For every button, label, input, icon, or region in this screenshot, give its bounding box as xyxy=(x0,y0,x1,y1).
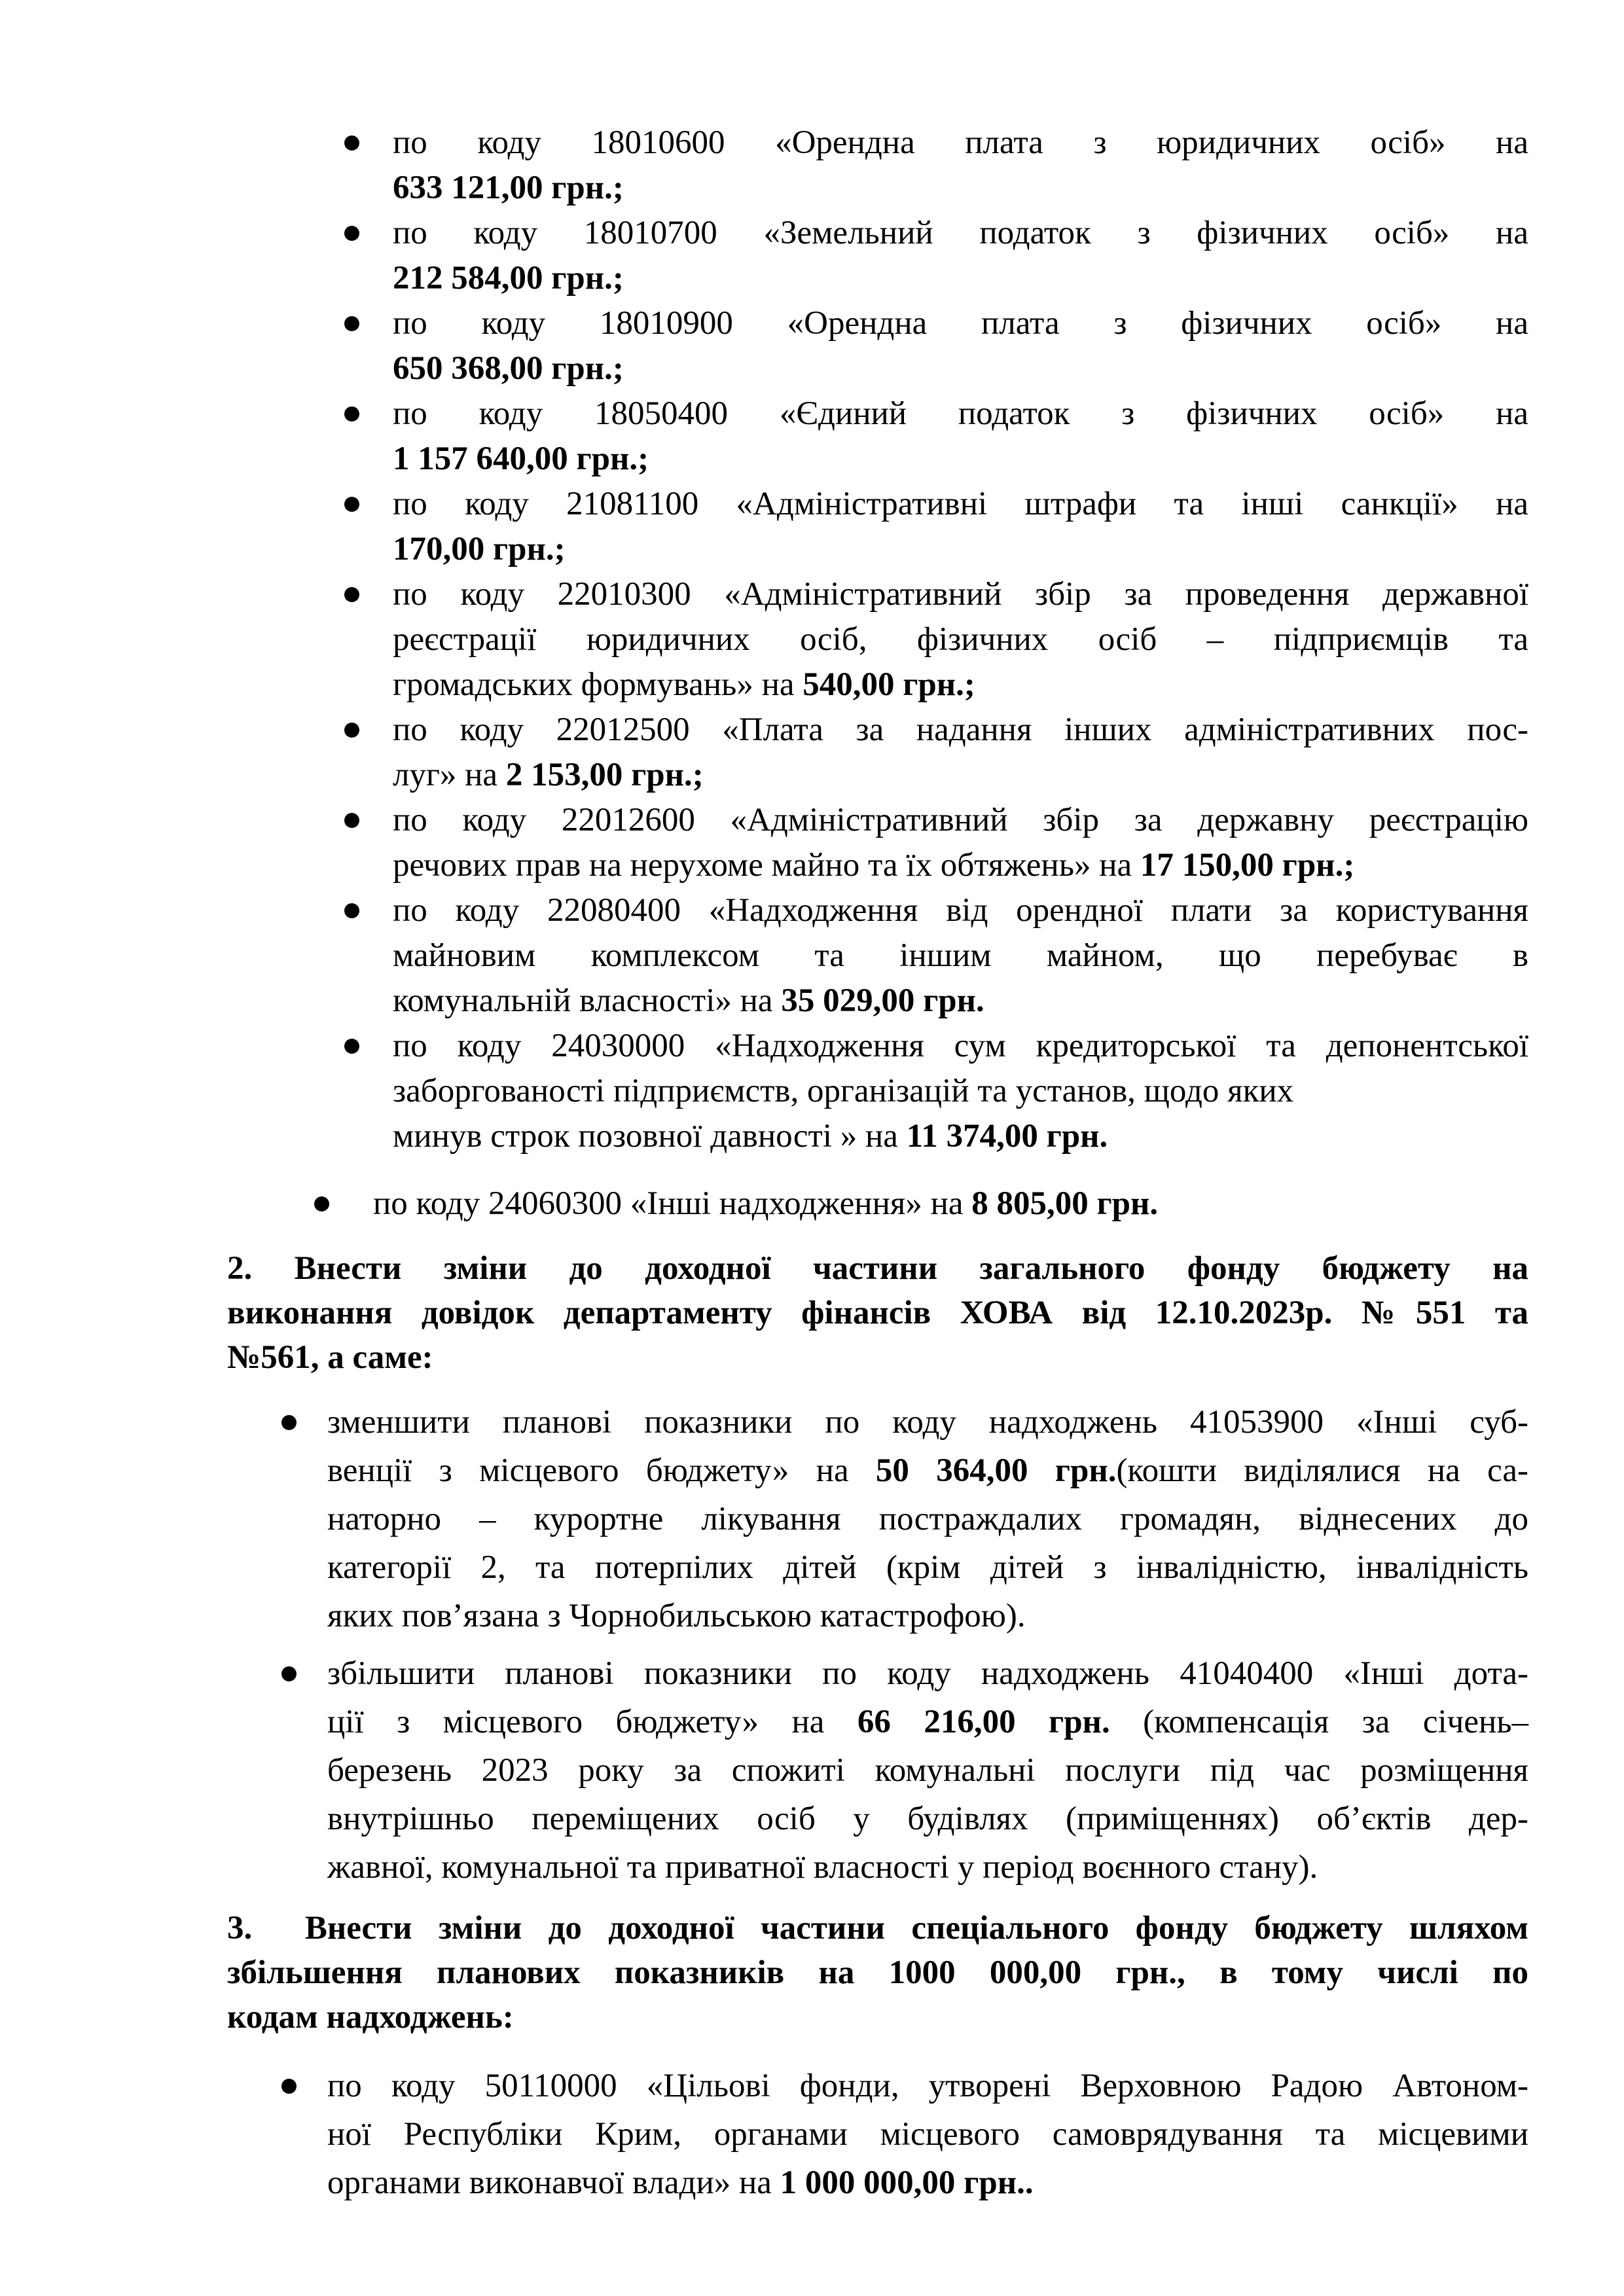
bullet-icon xyxy=(344,813,359,828)
plain-text: по коду 18010700 «Земельний податок з фізичних осіб» на xyxy=(393,215,1528,251)
plain-text: (кошти виділялися на са- xyxy=(1116,1452,1528,1489)
plain-text: по коду 18010600 «Орендна плата з юридичних осіб» на xyxy=(393,124,1528,161)
text-line xyxy=(393,753,1528,798)
text-line xyxy=(393,120,1528,166)
plain-text: по коду 24060300 «Інші надходження» на xyxy=(373,1185,972,1222)
bold-text: 540,00 грн.; xyxy=(803,666,975,703)
plain-text: (компенсація за січень– xyxy=(1110,1704,1529,1740)
bullet-icon xyxy=(344,587,359,602)
text-line xyxy=(393,482,1528,527)
text-line xyxy=(393,1114,1528,1159)
text-line xyxy=(327,1398,1528,1446)
text-line xyxy=(227,1246,1528,1291)
plain-text: по коду 18050400 «Єдиний податок з фізичних осіб» на xyxy=(393,395,1528,432)
list-item xyxy=(327,1649,1528,1892)
other-revenues-item xyxy=(373,1181,1528,1227)
text-line xyxy=(327,2159,1528,2207)
text-line xyxy=(227,1950,1528,1995)
text-line xyxy=(327,2110,1528,2159)
plain-text: по коду 22012500 «Плата за надання інших адміністративних пос- xyxy=(393,711,1528,748)
text-line xyxy=(393,166,1528,211)
text-line xyxy=(393,572,1528,617)
text-line xyxy=(327,1795,1528,1843)
bold-text: 1 000 000,00 грн.. xyxy=(780,2164,1034,2201)
plain-text: венції з місцевого бюджету» на xyxy=(327,1452,876,1489)
list-item xyxy=(393,391,1528,482)
bold-text: 11 374,00 грн. xyxy=(906,1118,1108,1155)
plain-text: заборгованості підприємств, організацій та установ, щодо яких xyxy=(393,1073,1294,1109)
text-line xyxy=(393,843,1528,888)
list-item xyxy=(393,211,1528,301)
text-line xyxy=(327,1543,1528,1592)
plain-text: комунальній власності» на xyxy=(393,982,782,1019)
plain-text: по коду 22080400 «Надходження від орендної плати за користування xyxy=(393,892,1528,929)
text-line xyxy=(373,1181,1528,1227)
text-line xyxy=(393,211,1528,256)
bold-text: 66 216,00 грн. xyxy=(857,1704,1110,1740)
plain-text: по коду 18010900 «Орендна плата з фізичних осіб» на xyxy=(393,305,1528,342)
plain-text: внутрішньо переміщених осіб у будівлях (приміщеннях) об’єктів дер- xyxy=(327,1801,1528,1837)
bold-text: кодам надходжень: xyxy=(227,1999,514,2036)
list-item xyxy=(393,708,1528,798)
plain-text: яких пов’язана з Чорнобильською катастрофою). xyxy=(327,1598,1026,1634)
plain-text: громадських формувань» на xyxy=(393,666,803,703)
general-fund-revenue-codes-list xyxy=(393,120,1528,1159)
plain-text: по коду 50110000 «Цільові фонди, утворені Верховною Радою Автоном- xyxy=(327,2068,1528,2104)
bold-text: 2 153,00 грн.; xyxy=(505,757,704,793)
text-line xyxy=(227,1291,1528,1335)
list-item xyxy=(327,1398,1528,1640)
text-line xyxy=(327,1592,1528,1640)
bullet-icon xyxy=(281,1666,297,1681)
text-line xyxy=(393,662,1528,708)
bullet-icon xyxy=(344,903,359,918)
text-line xyxy=(393,437,1528,482)
list-item xyxy=(373,1181,1528,1227)
plain-text: по коду 22012600 «Адміністративний збір за державну реєстрацію xyxy=(393,802,1528,838)
list-item xyxy=(393,798,1528,888)
list-item xyxy=(393,1024,1528,1159)
plain-text: жавної, комунальної та приватної власності у період воєнного стану). xyxy=(327,1849,1318,1886)
plain-text: наторно – курортне лікування постраждалих громадян, віднесених до xyxy=(327,1501,1528,1537)
bullet-icon xyxy=(344,1039,359,1054)
paragraph-2-heading xyxy=(227,1246,1528,1380)
text-line xyxy=(393,256,1528,301)
plain-text: по коду 22010300 «Адміністративний збір за проведення державної xyxy=(393,576,1528,613)
bold-text: виконання довідок департаменту фінансів ХОВА від 12.10.2023р. №551 та xyxy=(227,1295,1528,1331)
bold-text: 212 584,00 грн.; xyxy=(393,260,624,296)
text-line xyxy=(227,1335,1528,1380)
bold-text: 3. Внести зміни до доходної частини спеціального фонду бюджету шляхом xyxy=(227,1910,1528,1946)
plain-text: ції з місцевого бюджету» на xyxy=(327,1704,857,1740)
bullet-icon xyxy=(314,1196,329,1211)
list-item xyxy=(393,572,1528,708)
bold-text: №561, а саме: xyxy=(227,1339,433,1376)
text-line xyxy=(393,888,1528,933)
text-line xyxy=(393,301,1528,346)
text-line xyxy=(327,1843,1528,1892)
special-fund-list xyxy=(327,2062,1528,2207)
bullet-icon xyxy=(281,2079,297,2094)
plain-text: майновим комплексом та іншим майном, що перебуває в xyxy=(393,937,1528,974)
text-line xyxy=(327,1649,1528,1698)
bullet-icon xyxy=(281,1415,297,1430)
bullet-icon xyxy=(344,135,359,151)
bold-text: 17 150,00 грн.; xyxy=(1140,847,1355,884)
plain-text: луг» на xyxy=(393,757,506,793)
bold-text: 8 805,00 грн. xyxy=(971,1185,1159,1222)
text-line xyxy=(227,1906,1528,1950)
bold-text: збільшення планових показників на 1000 000,00 грн., в тому числі по xyxy=(227,1954,1528,1991)
list-item xyxy=(393,120,1528,211)
bold-text: 50 364,00 грн. xyxy=(875,1452,1117,1489)
text-line xyxy=(327,2062,1528,2110)
bullet-icon xyxy=(344,497,359,512)
bold-text: 633 121,00 грн.; xyxy=(393,170,624,206)
bold-text: 35 029,00 грн. xyxy=(781,982,984,1019)
plain-text: по коду 24030000 «Надходження сум кредиторської та депонентської xyxy=(393,1028,1528,1064)
text-line xyxy=(227,1995,1528,2039)
list-item xyxy=(327,2062,1528,2207)
text-line xyxy=(327,1495,1528,1543)
text-line xyxy=(393,1069,1528,1114)
plain-text: категорії 2, та потерпілих дітей (крім дітей з інвалідністю, інвалідність xyxy=(327,1549,1528,1586)
bullet-icon xyxy=(344,723,359,738)
plain-text: по коду 21081100 «Адміністративні штрафи та інші санкції» на xyxy=(393,486,1528,522)
plain-text: минув строк позовної давності » на xyxy=(393,1118,907,1155)
bold-text: 170,00 грн.; xyxy=(393,531,566,567)
text-line xyxy=(393,1024,1528,1069)
bold-text: 1 157 640,00 грн.; xyxy=(393,440,649,477)
text-line xyxy=(393,346,1528,391)
text-line xyxy=(393,978,1528,1024)
text-line xyxy=(393,798,1528,843)
paragraph-3-heading xyxy=(227,1906,1528,2039)
bullet-icon xyxy=(344,406,359,422)
text-line xyxy=(327,1446,1528,1495)
text-line xyxy=(327,1698,1528,1746)
text-line xyxy=(327,1746,1528,1795)
bullet-icon xyxy=(344,316,359,331)
plain-text: органами виконавчої влади» на xyxy=(327,2164,780,2201)
bullet-icon xyxy=(344,226,359,241)
bold-text: 2. Внести зміни до доходної частини загального фонду бюджету на xyxy=(227,1250,1528,1287)
text-line xyxy=(393,391,1528,437)
list-item xyxy=(393,301,1528,391)
text-line xyxy=(393,617,1528,662)
plain-text: збільшити планові показники по коду надходжень 41040400 «Інші дота- xyxy=(327,1655,1528,1692)
list-item xyxy=(393,482,1528,572)
text-line xyxy=(393,527,1528,572)
list-item xyxy=(393,888,1528,1024)
plain-text: зменшити планові показники по коду надходжень 41053900 «Інші суб- xyxy=(327,1404,1528,1441)
general-fund-changes-list xyxy=(327,1398,1528,1892)
plain-text: березень 2023 року за спожиті комунальні послуги під час розміщення xyxy=(327,1752,1528,1789)
plain-text: реєстрації юридичних осіб, фізичних осіб – підприємців та xyxy=(393,621,1528,658)
plain-text: ної Республіки Крим, органами місцевого самоврядування та місцевими xyxy=(327,2116,1528,2153)
plain-text: речових прав на нерухоме майно та їх обтяжень» на xyxy=(393,847,1140,884)
text-line xyxy=(393,708,1528,753)
text-line xyxy=(393,933,1528,978)
bold-text: 650 368,00 грн.; xyxy=(393,350,624,387)
